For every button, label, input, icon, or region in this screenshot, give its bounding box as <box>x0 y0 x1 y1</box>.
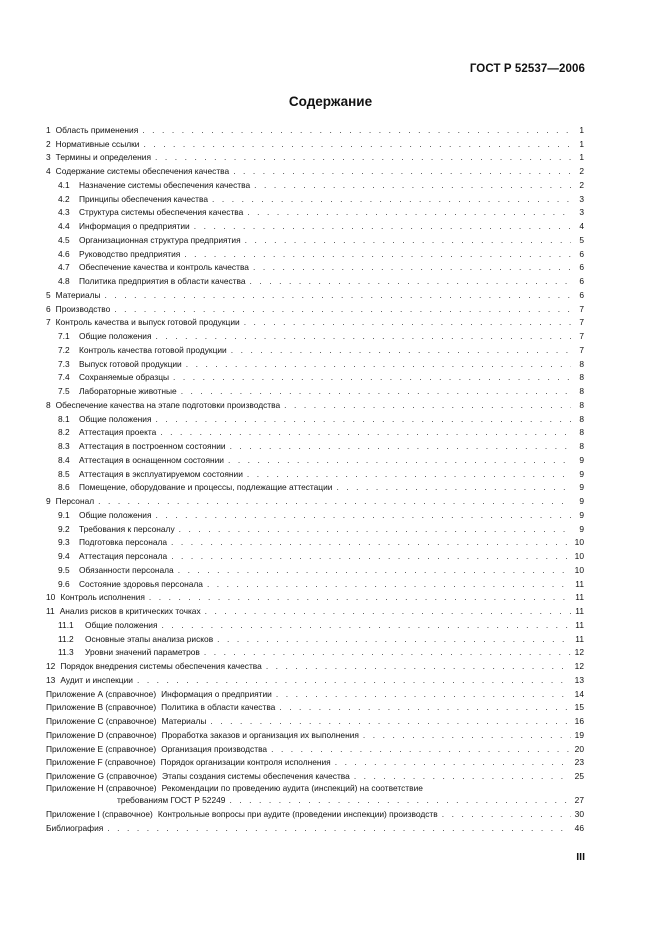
toc-dot-leader <box>247 469 571 480</box>
toc-entry[interactable] <box>46 686 584 700</box>
toc-entry-number: 11.2 <box>58 633 74 644</box>
toc-entry-title: Политика в области качества <box>161 702 276 713</box>
toc-entry-title: Рекомендации по проведению аудита (инспекций) на соответствие <box>161 782 423 793</box>
toc-entry-title: Библиография <box>46 822 104 833</box>
toc-entry-title: Этапы создания системы обеспечения качества <box>162 771 350 781</box>
toc-dot-leader <box>244 317 571 328</box>
toc-dot-leader <box>204 647 571 658</box>
toc-entry-page: 9 <box>579 454 584 465</box>
toc-entry[interactable] <box>46 535 584 549</box>
toc-entry-page: 9 <box>579 468 584 479</box>
toc-entry-page: 14 <box>574 688 584 699</box>
toc-entry-number: Приложение Н (справочное) <box>46 782 157 793</box>
toc-entry-title: Лабораторные животные <box>79 386 177 396</box>
toc-entry-page: 11 <box>575 578 584 589</box>
toc-entry-number: Приложение I (справочное) <box>46 808 153 819</box>
toc-entry[interactable] <box>46 411 584 425</box>
toc-entry-title: Принципы обеспечения качества <box>79 193 209 204</box>
toc-entry-number: 4.1 <box>58 179 70 190</box>
toc-dot-leader <box>266 661 571 672</box>
toc-dot-leader <box>231 345 571 356</box>
toc-entry-title: Аттестация в эксплуатируемом состоянии <box>79 468 243 479</box>
toc-dot-leader <box>181 386 571 397</box>
toc-dot-leader <box>230 441 571 452</box>
toc-entry-number: 8.3 <box>58 441 70 451</box>
toc-entry[interactable] <box>46 246 584 260</box>
toc-entry-page: 20 <box>574 743 584 754</box>
toc-entry-page: 10 <box>574 551 584 561</box>
toc-entry-title: Аттестация проекта <box>79 427 157 438</box>
toc-entry-title: Производство <box>55 303 111 314</box>
toc-entry-page: 11 <box>575 633 584 644</box>
toc-entry-title: Политика предприятия в области качества <box>79 276 246 286</box>
toc-entry[interactable] <box>46 727 584 741</box>
toc-entry-page: 13 <box>574 674 584 685</box>
toc-entry[interactable] <box>46 507 584 521</box>
toc-entry-number: 9.4 <box>58 551 70 561</box>
toc-entry-page: 2 <box>579 179 584 190</box>
toc-dot-leader <box>194 221 571 232</box>
toc-entry-number: Приложение D (справочное) <box>46 729 157 740</box>
toc-entry-title: Содержание системы обеспечения качества <box>55 166 230 176</box>
toc-entry-number: 9.1 <box>58 509 70 520</box>
toc-dot-leader <box>184 249 571 260</box>
toc-entry-title: Контроль исполнения <box>60 592 145 603</box>
toc-dot-leader <box>186 359 571 370</box>
toc-entry-number: 7.2 <box>58 344 70 355</box>
toc-entry-title: Общие положения <box>79 331 152 341</box>
toc-entry-title: Материалы <box>161 716 207 726</box>
toc-entry-title: Персонал <box>55 496 95 506</box>
toc-entry-page: 7 <box>579 303 584 314</box>
toc-entry-page: 16 <box>574 716 584 726</box>
toc-entry-number: 11 <box>46 606 55 616</box>
toc-entry-number: Приложение G (справочное) <box>46 771 158 781</box>
toc-entry[interactable] <box>46 755 584 769</box>
toc-entry-title: Информация о предприятии <box>79 221 190 231</box>
toc-entry-title: Обеспечение качества и контроль качества <box>79 262 249 273</box>
toc-dot-leader <box>171 551 571 562</box>
toc-dot-leader <box>250 276 571 287</box>
toc-entry-number: 9 <box>46 496 51 506</box>
toc-entry-title: Организация производства <box>161 743 268 754</box>
toc-dot-leader <box>156 331 571 342</box>
toc-entry-number: 5 <box>46 289 51 300</box>
toc-entry-title: Требования к персоналу <box>79 523 175 534</box>
toc-entry-page: 2 <box>579 166 584 176</box>
toc-entry[interactable] <box>46 672 584 686</box>
toc-entry-number: 7.1 <box>58 331 70 341</box>
toc-entry-title: Выпуск готовой продукции <box>79 358 182 369</box>
toc-entry[interactable] <box>46 562 584 576</box>
toc-entry-title: Помещение, оборудование и процессы, подлежащие аттестации <box>79 482 333 493</box>
toc-entry[interactable] <box>46 342 584 356</box>
toc-dot-leader <box>271 744 571 755</box>
toc-dot-leader <box>212 194 571 205</box>
toc-entry[interactable] <box>46 260 584 274</box>
toc-entry-page: 6 <box>579 248 584 259</box>
toc-entry-page: 46 <box>574 822 584 833</box>
toc-entry-title: Проработка заказов и организация их выполнения <box>161 729 359 740</box>
toc-entry[interactable] <box>46 658 584 672</box>
toc-entry-number: 9.3 <box>58 537 70 548</box>
toc-entry[interactable] <box>46 177 584 191</box>
toc-dot-leader <box>207 579 571 590</box>
toc-entry-page: 7 <box>579 344 584 355</box>
toc-entry-page: 7 <box>579 317 584 328</box>
toc-entry-page: 8 <box>579 441 584 451</box>
toc-entry-page: 30 <box>574 808 584 819</box>
toc-dot-leader <box>254 180 571 191</box>
toc-entry-title: Контрольные вопросы при аудите (проведении инспекции) производств <box>157 808 438 819</box>
toc-entry-title: Основные этапы анализа рисков <box>85 633 214 644</box>
toc-dot-leader <box>107 823 571 834</box>
toc-entry[interactable] <box>46 493 584 507</box>
toc-entry-page: 5 <box>579 234 584 245</box>
toc-entry-page: 19 <box>574 729 584 740</box>
toc-entry-page: 8 <box>579 427 584 438</box>
toc-entry-title: Уровни значений параметров <box>85 647 200 658</box>
toc-entry-number: 4.3 <box>58 207 70 218</box>
toc-entry-title: Информация о предприятии <box>161 688 272 699</box>
toc-dot-leader <box>178 565 571 576</box>
toc-entry-page: 11 <box>575 592 584 603</box>
toc-entry-number: 10 <box>46 592 56 603</box>
toc-entry[interactable] <box>46 768 584 782</box>
toc-dot-leader <box>156 414 571 425</box>
toc-entry-title: Аудит и инспекции <box>60 674 133 685</box>
toc-entry-page: 8 <box>579 386 584 396</box>
toc-dot-leader <box>354 771 571 782</box>
toc-dot-leader <box>155 152 571 163</box>
toc-entry[interactable] <box>46 163 584 177</box>
toc-entry-title: Контроль качества и выпуск готовой продукции <box>55 317 240 328</box>
toc-entry-page: 9 <box>579 523 584 534</box>
toc-entry[interactable] <box>46 232 584 246</box>
toc-entry-number: 8.4 <box>58 454 70 465</box>
table-of-contents <box>46 122 584 834</box>
toc-entry-number: 7.4 <box>58 372 70 383</box>
toc-entry-page: 11 <box>575 606 584 616</box>
toc-dot-leader <box>247 207 571 218</box>
toc-entry[interactable] <box>46 820 584 834</box>
toc-entry-page: 9 <box>579 496 584 506</box>
toc-entry-number: Приложение Е (справочное) <box>46 743 157 754</box>
toc-entry-page: 6 <box>579 289 584 300</box>
toc-entry-page: 15 <box>574 702 584 713</box>
toc-entry-number: 4.5 <box>58 234 70 245</box>
toc-entry-number: 7.3 <box>58 358 70 369</box>
toc-entry-title: Назначение системы обеспечения качества <box>79 179 251 190</box>
toc-entry[interactable] <box>46 617 584 631</box>
toc-entry[interactable] <box>46 576 584 590</box>
page-title: Содержание <box>288 94 373 109</box>
toc-entry-number: 6 <box>46 303 51 314</box>
toc-dot-leader <box>179 524 571 535</box>
toc-entry-title: Порядок внедрения системы обеспечения качества <box>60 661 262 671</box>
toc-entry[interactable] <box>46 301 584 315</box>
toc-entry[interactable] <box>46 122 584 136</box>
toc-entry-page: 3 <box>579 193 584 204</box>
toc-entry-title: Общие положения <box>79 413 152 424</box>
toc-entry-number: 4.8 <box>58 276 70 286</box>
toc-dot-leader <box>229 795 571 806</box>
toc-entry-title: Контроль качества готовой продукции <box>79 344 227 355</box>
toc-entry[interactable] <box>46 150 584 164</box>
toc-dot-leader <box>279 702 571 713</box>
toc-dot-leader <box>363 730 571 741</box>
toc-entry[interactable] <box>46 438 584 452</box>
toc-entry-number: 2 <box>46 138 51 149</box>
toc-entry-title: Состояние здоровья персонала <box>79 578 203 589</box>
toc-entry-number: 9.6 <box>58 578 70 589</box>
toc-entry-number: 4 <box>46 166 51 176</box>
toc-dot-leader <box>228 455 571 466</box>
toc-entry[interactable] <box>46 590 584 604</box>
toc-entry-number: Приложение А (справочное) <box>46 688 157 699</box>
toc-entry[interactable] <box>46 315 584 329</box>
toc-entry[interactable] <box>46 700 584 714</box>
toc-entry[interactable] <box>46 548 584 562</box>
toc-dot-leader <box>173 372 571 383</box>
toc-dot-leader <box>253 262 571 273</box>
toc-entry[interactable] <box>46 782 584 794</box>
toc-dot-leader <box>336 482 571 493</box>
toc-dot-leader <box>105 290 571 301</box>
toc-entry-title: Область применения <box>55 124 139 135</box>
toc-dot-leader <box>217 634 571 645</box>
toc-entry-number: 11.1 <box>58 619 74 630</box>
toc-entry-title: требованиям ГОСТ Р 52249 <box>117 795 226 805</box>
toc-entry[interactable] <box>46 425 584 439</box>
toc-entry-page: 1 <box>579 138 584 149</box>
toc-entry[interactable] <box>46 806 584 820</box>
toc-entry-number: 4.2 <box>58 193 70 204</box>
toc-entry-number: 9.2 <box>58 523 70 534</box>
document-standard-number: ГОСТ Р 52537—2006 <box>469 63 585 75</box>
toc-dot-leader <box>98 496 571 507</box>
toc-entry[interactable] <box>46 713 584 727</box>
toc-entry-number: Приложение В (справочное) <box>46 702 157 713</box>
toc-entry-page: 6 <box>579 262 584 273</box>
toc-entry-number: 7 <box>46 317 51 328</box>
toc-entry[interactable] <box>46 452 584 466</box>
toc-entry[interactable] <box>46 466 584 480</box>
toc-entry-page: 25 <box>574 771 584 781</box>
toc-entry-page: 8 <box>579 413 584 424</box>
toc-dot-leader <box>137 675 571 686</box>
toc-entry-number: 8 <box>46 399 51 410</box>
toc-entry-title: Общие положения <box>85 619 158 630</box>
toc-entry-page: 8 <box>579 372 584 383</box>
toc-entry-page: 8 <box>579 358 584 369</box>
toc-entry[interactable] <box>46 480 584 494</box>
toc-entry-title: Подготовка персонала <box>79 537 168 548</box>
toc-entry-number: 4.6 <box>58 248 70 259</box>
toc-entry-number: 3 <box>46 152 51 163</box>
toc-entry-title: Обязанности персонала <box>79 564 174 575</box>
toc-entry[interactable] <box>46 741 584 755</box>
toc-entry-page: 10 <box>574 564 584 575</box>
toc-dot-leader <box>442 809 571 820</box>
toc-dot-leader <box>233 166 571 177</box>
toc-entry-number: 8.2 <box>58 427 70 438</box>
toc-entry[interactable] <box>46 356 584 370</box>
toc-entry[interactable] <box>46 397 584 411</box>
toc-entry-page: 8 <box>579 399 584 410</box>
toc-entry-page: 3 <box>579 207 584 218</box>
toc-entry-title: Анализ рисков в критических точках <box>59 606 201 616</box>
toc-entry[interactable] <box>46 631 584 645</box>
toc-entry-number: 1 <box>46 124 51 135</box>
toc-dot-leader <box>143 139 571 150</box>
toc-entry[interactable] <box>46 136 584 150</box>
toc-entry-number: 13 <box>46 674 56 685</box>
toc-entry-page: 23 <box>574 757 584 768</box>
toc-entry-page: 9 <box>579 509 584 520</box>
toc-entry-title: Аттестация персонала <box>79 551 168 561</box>
toc-entry-title: Руководство предприятия <box>79 248 181 259</box>
toc-dot-leader <box>276 689 571 700</box>
toc-entry-page: 1 <box>579 124 584 135</box>
toc-entry[interactable] <box>46 645 584 659</box>
toc-entry-number: 12 <box>46 661 56 671</box>
toc-entry[interactable] <box>46 287 584 301</box>
toc-entry[interactable] <box>46 191 584 205</box>
toc-entry-number: 8.6 <box>58 482 70 493</box>
toc-entry-number: Приложение С (справочное) <box>46 716 157 726</box>
toc-entry-page: 4 <box>579 221 584 231</box>
page-number: III <box>576 851 585 863</box>
toc-entry-number: Приложение F (справочное) <box>46 757 156 768</box>
toc-dot-leader <box>142 125 571 136</box>
toc-entry[interactable] <box>46 370 584 384</box>
toc-entry-title: Обеспечение качества на этапе подготовки производства <box>55 399 281 410</box>
toc-entry-number: 8.1 <box>58 413 70 424</box>
toc-dot-leader <box>156 510 571 521</box>
toc-dot-leader <box>162 620 571 631</box>
toc-entry[interactable] <box>46 273 584 287</box>
toc-entry-page: 27 <box>574 795 584 805</box>
toc-entry-page: 12 <box>574 647 584 658</box>
toc-entry-title: Общие положения <box>79 509 152 520</box>
toc-entry-page: 6 <box>579 276 584 286</box>
toc-dot-leader <box>210 716 571 727</box>
toc-dot-leader <box>160 427 571 438</box>
toc-dot-leader <box>114 304 571 315</box>
toc-entry-title: Материалы <box>55 289 101 300</box>
toc-dot-leader <box>284 400 571 411</box>
toc-entry-title: Аттестация в оснащенном состоянии <box>79 454 224 465</box>
toc-dot-leader <box>205 606 571 617</box>
toc-entry-title: Порядок организации контроля исполнения <box>160 757 331 768</box>
toc-entry[interactable] <box>46 218 584 232</box>
toc-entry-number: 8.5 <box>58 468 70 479</box>
toc-entry[interactable] <box>46 205 584 219</box>
toc-entry-number: 11.3 <box>58 647 74 658</box>
toc-entry-page: 12 <box>574 661 584 671</box>
toc-entry-title: Нормативные ссылки <box>55 138 140 149</box>
toc-entry-page: 9 <box>579 482 584 493</box>
toc-entry-title: Организационная структура предприятия <box>79 234 241 245</box>
toc-dot-leader <box>171 537 571 548</box>
toc-entry-page: 7 <box>579 331 584 341</box>
toc-dot-leader <box>245 235 571 246</box>
toc-entry[interactable] <box>46 383 584 397</box>
toc-entry-number: 7.5 <box>58 386 70 396</box>
toc-entry-title: Термины и определения <box>55 152 152 163</box>
toc-entry-title: Аттестация в построенном состоянии <box>79 441 226 451</box>
toc-entry-number: 9.5 <box>58 564 70 575</box>
toc-entry-page: 10 <box>574 537 584 548</box>
toc-dot-leader <box>149 592 571 603</box>
toc-entry-title: Сохраняемые образцы <box>79 372 170 383</box>
toc-entry-page: 1 <box>579 152 584 163</box>
toc-entry-title: Структура системы обеспечения качества <box>79 207 244 218</box>
toc-entry-page: 11 <box>575 619 584 630</box>
toc-entry[interactable] <box>46 521 584 535</box>
toc-entry-number: 4.7 <box>58 262 70 273</box>
toc-entry[interactable] <box>46 328 584 342</box>
toc-entry[interactable] <box>46 603 584 617</box>
toc-entry[interactable] <box>46 794 584 807</box>
toc-entry-number: 4.4 <box>58 221 70 231</box>
toc-dot-leader <box>335 757 571 768</box>
